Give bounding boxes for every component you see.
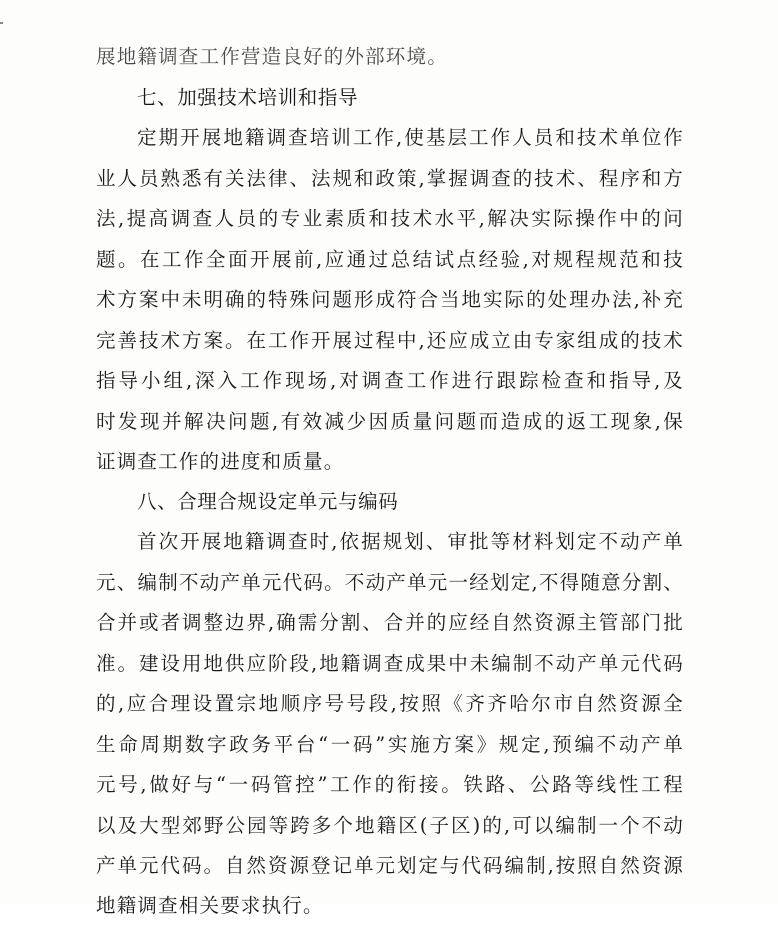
section-heading-7: 七、加强技术培训和指导 — [137, 86, 359, 109]
paragraph-line: 题。在工作全面开展前,应通过总结试点经验,对规程规范和技 — [96, 248, 684, 271]
paragraph-line: 指导小组,深入工作现场,对调查工作进行跟踪检查和指导,及 — [96, 369, 684, 392]
scan-edge-mark — [0, 22, 3, 24]
paragraph-line: 首次开展地籍调查时,依据规划、审批等材料划定不动产单 — [137, 530, 684, 553]
paragraph-line: 合并或者调整边界,确需分割、合并的应经自然资源主管部门批 — [96, 611, 684, 634]
paragraph-line: 证调查工作的进度和质量。 — [96, 450, 345, 473]
paragraph-line: 定期开展地籍调查培训工作,使基层工作人员和技术单位作 — [137, 126, 684, 149]
paragraph-line: 展地籍调查工作营造良好的外部环境。 — [96, 45, 448, 68]
paragraph-line: 元号,做好与“一码管控”工作的衔接。铁路、公路等线性工程 — [96, 773, 684, 796]
paragraph-line: 法,提高调查人员的专业素质和技术水平,解决实际操作中的问 — [96, 207, 684, 230]
section-heading-8: 八、合理合规设定单元与编码 — [137, 490, 399, 513]
paragraph-line: 术方案中未明确的特殊问题形成符合当地实际的处理办法,补充 — [96, 288, 684, 311]
paragraph-line: 生命周期数字政务平台“一码”实施方案》规定,预编不动产单 — [96, 733, 684, 756]
paragraph-line: 完善技术方案。在工作开展过程中,还应成立由专家组成的技术 — [96, 329, 684, 352]
paragraph-line: 地籍调查相关要求执行。 — [96, 894, 324, 917]
paragraph-line: 的,应合理设置宗地顺序号号段,按照《齐齐哈尔市自然资源全 — [96, 692, 684, 715]
paragraph-line: 业人员熟悉有关法律、法规和政策,掌握调查的技术、程序和方 — [96, 167, 684, 190]
paragraph-line: 以及大型郊野公园等跨多个地籍区(子区)的,可以编制一个不动 — [96, 814, 684, 837]
paragraph-line: 产单元代码。自然资源登记单元划定与代码编制,按照自然资源 — [96, 854, 684, 877]
paragraph-line: 元、编制不动产单元代码。不动产单元一经划定,不得随意分割、 — [96, 571, 684, 594]
paragraph-line: 时发现并解决问题,有效减少因质量问题而造成的返工现象,保 — [96, 410, 684, 433]
paragraph-line: 准。建设用地供应阶段,地籍调查成果中未编制不动产单元代码 — [96, 652, 684, 675]
